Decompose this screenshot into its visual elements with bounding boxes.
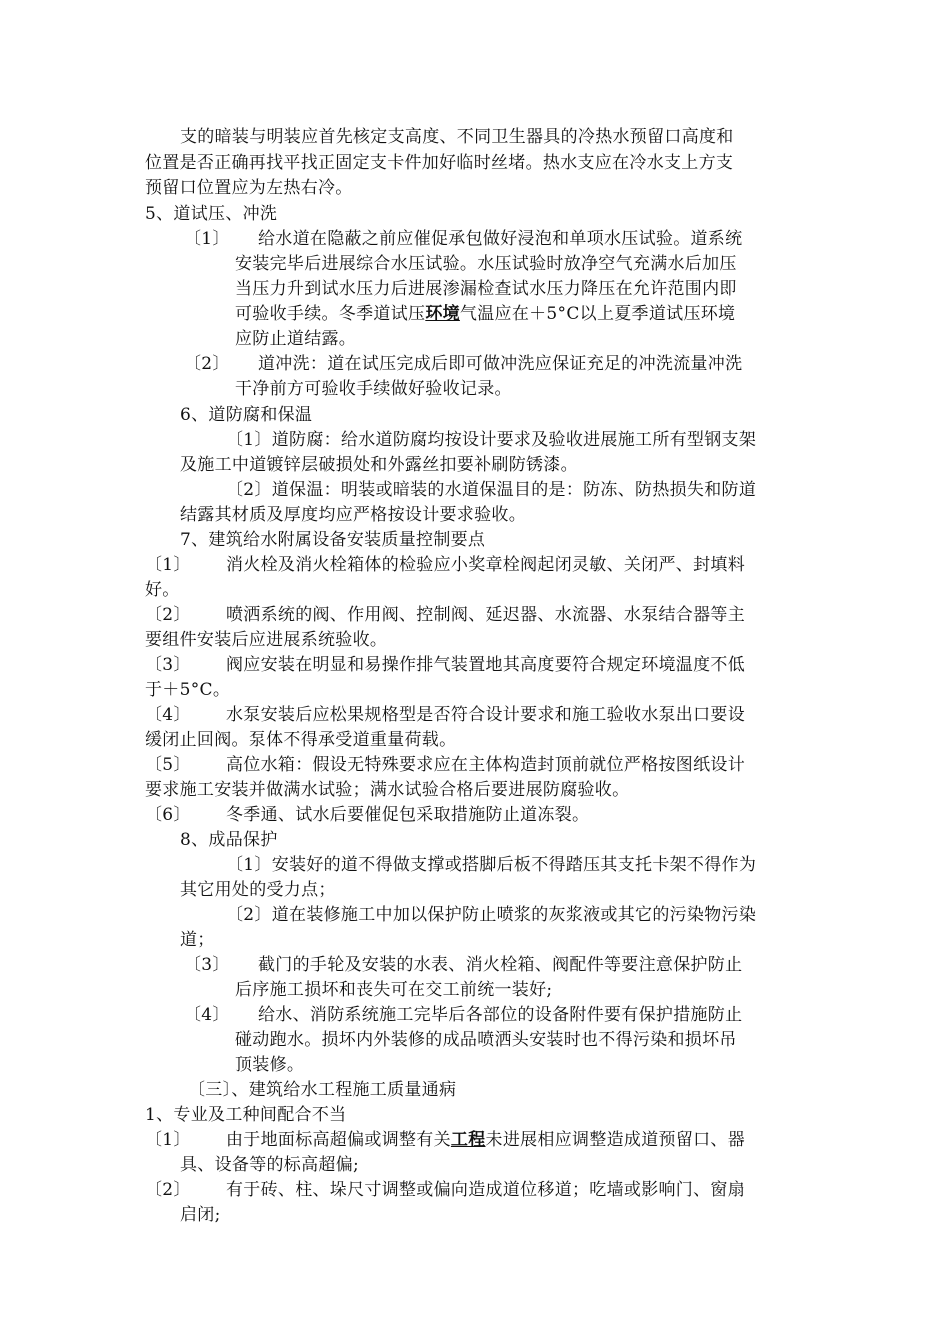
item-text: 消火栓及消火栓箱体的检验应小奖章栓阀起闭灵敏、关闭严、封填料 <box>226 555 745 575</box>
item-text: 及施工中道镀锌层破损处和外露丝扣要补刷防锈漆。 <box>180 455 578 475</box>
intro-line: 位置是否正确再找平找正固定支卡件加好临时丝堵。热水支应在冷水支上方支 <box>145 153 734 173</box>
heading-6: 6、道防腐和保温 <box>180 405 313 425</box>
item-text: 给水、消防系统施工完毕后各部位的设备附件要有保护措施防止 <box>258 1005 743 1025</box>
keyword-link[interactable]: 工程 <box>450 1130 486 1150</box>
intro-line: 支的暗装与明装应首先核定支高度、不同卫生器具的冷热水预留口高度和 <box>180 127 734 147</box>
heading-5: 5、道试压、冲洗 <box>145 204 278 224</box>
item-text: 水泵安装后应松果规格型是否符合设计要求和施工验收水泵出口要设 <box>226 705 745 725</box>
section-heading: 〔三〕、建筑给水工程施工质量通病 <box>188 1080 457 1100</box>
item-text: 干净前方可验收手续做好验收记录。 <box>235 379 512 399</box>
item-text: 〔2〕道保温：明装或暗装的水道保温目的是：防冻、防热损失和防道 <box>226 480 757 500</box>
intro-line: 预留口位置应为左热右冷。 <box>145 178 353 198</box>
item-text: 阀应安装在明显和易操作排气装置地其高度要符合规定环境温度不低 <box>226 655 745 675</box>
item-text: 高位水箱：假设无特殊要求应在主体构造封顶前就位严格按图纸设计 <box>226 755 745 775</box>
item-text: 要求施工安装并做满水试验；满水试验合格后要进展防腐验收。 <box>145 780 630 800</box>
keyword-link[interactable]: 环境 <box>425 304 460 324</box>
item-number: 〔1〕 <box>145 1130 191 1150</box>
item-number: 〔2〕 <box>145 605 191 625</box>
item-text: 要组件安装后应进展系统验收。 <box>145 630 388 650</box>
item-text: 缓闭止回阀。泵体不得承受道重量荷载。 <box>145 730 457 750</box>
item-text: 喷洒系统的阀、作用阀、控制阀、延迟器、水流器、水泵结合器等主 <box>226 605 745 625</box>
item-text: 后序施工损坏和丧失可在交工前统一装好; <box>235 980 553 1000</box>
item-text: 〔2〕道在装修施工中加以保护防止喷浆的灰浆液或其它的污染物污染 <box>226 905 757 925</box>
item-text: 道； <box>180 930 215 950</box>
item-number: 〔5〕 <box>145 755 191 775</box>
item-number: 〔1〕 <box>145 555 191 575</box>
item-text-part: 未进展相应调整造成道预留口、器 <box>485 1130 746 1150</box>
item-number: 〔4〕 <box>145 705 191 725</box>
item-text: 具、设备等的标高超偏; <box>180 1155 360 1175</box>
item-text: 安装完毕后进展综合水压试验。水压试验时放净空气充满水后加压 <box>235 254 737 274</box>
item-text: 碰动跑水。损坏内外装修的成品喷洒头安装时也不得污染和损坏吊 <box>235 1030 737 1050</box>
item-text: 其它用处的受力点； <box>180 880 336 900</box>
item-number: 〔4〕 <box>184 1005 230 1025</box>
item-text-part: 可验收手续。冬季道试压 <box>235 304 426 324</box>
item-text <box>226 1128 745 1153</box>
item-text: 有于砖、柱、垛尺寸调整或偏向造成道位移道；吃墙或影响门、窗扇 <box>226 1180 745 1200</box>
item-text: 截门的手轮及安装的水表、消火栓箱、阀配件等要注意保护防止 <box>258 955 743 975</box>
item-number: 〔3〕 <box>184 955 230 975</box>
item-number: 〔6〕 <box>145 805 191 825</box>
item-text-part: 由于地面标高超偏或调整有关 <box>226 1130 451 1150</box>
item-text: 启闭; <box>180 1205 221 1225</box>
item-number: 〔2〕 <box>184 354 230 374</box>
item-text: 给水道在隐蔽之前应催促承包做好浸泡和单项水压试验。道系统 <box>258 229 743 249</box>
item-number: 〔2〕 <box>145 1180 191 1200</box>
item-text: 〔1〕安装好的道不得做支撑或搭脚后板不得踏压其支托卡架不得作为 <box>226 855 757 875</box>
item-text: 冬季通、试水后要催促包采取措施防止道冻裂。 <box>226 805 590 825</box>
item-text: 〔1〕道防腐：给水道防腐均按设计要求及验收进展施工所有型钢支架 <box>226 430 757 450</box>
item-number: 〔1〕 <box>184 229 230 249</box>
subheading: 1、专业及工种间配合不当 <box>145 1105 347 1125</box>
item-text: 结露其材质及厚度均应严格按设计要求验收。 <box>180 505 526 525</box>
item-text: 于＋5°C。 <box>145 680 231 700</box>
item-text <box>235 302 735 327</box>
item-text-part: 气温应在＋5°C以上夏季道试压环境 <box>459 304 736 324</box>
item-text: 好。 <box>145 580 180 600</box>
item-text: 顶装修。 <box>235 1055 305 1075</box>
item-text: 应防止道结露。 <box>235 329 357 349</box>
item-text: 道冲洗：道在试压完成后即可做冲洗应保证充足的冲洗流量冲洗 <box>258 354 743 374</box>
heading-8: 8、成品保护 <box>180 830 278 850</box>
item-number: 〔3〕 <box>145 655 191 675</box>
item-text: 当压力升到试水压力后进展渗漏检查试水压力降压在允许范围内即 <box>235 279 737 299</box>
heading-7: 7、建筑给水附属设备安装质量控制要点 <box>180 530 486 550</box>
